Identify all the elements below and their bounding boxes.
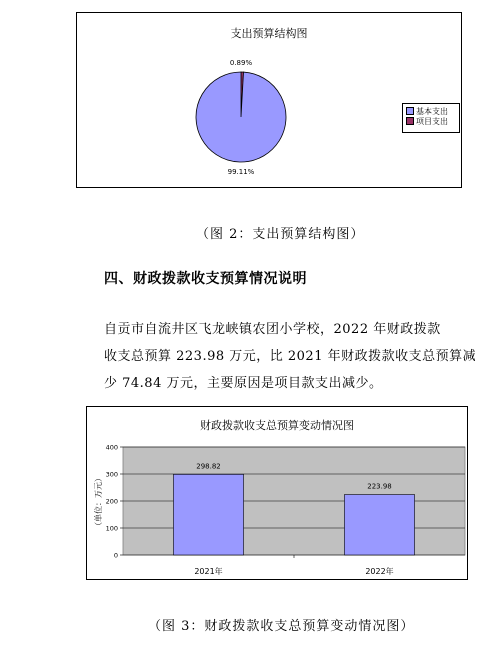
legend-item-project bbox=[406, 116, 456, 126]
figure-3-caption: （图 3：财政拨款收支总预算变动情况图） bbox=[148, 619, 415, 634]
figure-2-caption: （图 2：支出预算结构图） bbox=[196, 227, 365, 242]
y-tick-label: 200 bbox=[105, 497, 118, 506]
section-heading: 四、财政拨款收支预算情况说明 bbox=[104, 271, 307, 287]
legend-swatch-project bbox=[406, 117, 414, 125]
bar-chart bbox=[87, 407, 469, 581]
bar-chart-title: 财政拨款收支总预算变动情况图 bbox=[200, 419, 354, 432]
bar-data-label: 298.82 bbox=[196, 462, 221, 471]
pie-slice-basic bbox=[196, 72, 286, 162]
bar bbox=[344, 495, 414, 555]
legend-label-basic: 基本支出 bbox=[416, 106, 448, 116]
pie-label-project: 0.89% bbox=[229, 59, 253, 67]
budget-paragraph bbox=[104, 316, 477, 397]
pie-chart-title: 支出预算结构图 bbox=[230, 27, 308, 40]
y-tick-label: 300 bbox=[105, 470, 118, 479]
y-tick-label: 100 bbox=[105, 524, 118, 533]
paragraph-line-2: 收支总预算 223.98 万元，比 2021 年财政拨款收支总预算减 bbox=[104, 349, 477, 364]
paragraph-line-1: 自贡市自流井区飞龙峡镇农团小学校，2022 年财政拨款 bbox=[104, 322, 441, 337]
bar-data-label: 223.98 bbox=[367, 482, 392, 491]
legend-item-basic bbox=[406, 106, 456, 116]
y-tick-label: 400 bbox=[105, 443, 118, 452]
bar bbox=[173, 474, 243, 555]
x-category-label: 2022年 bbox=[365, 567, 394, 576]
pie-chart bbox=[77, 13, 463, 189]
pie-chart-frame bbox=[76, 12, 462, 188]
y-tick-label: 0 bbox=[113, 551, 118, 560]
x-category-label: 2021年 bbox=[194, 567, 223, 576]
bar-chart-frame bbox=[86, 406, 468, 580]
legend-swatch-basic bbox=[406, 107, 414, 115]
y-axis-label: （单位：万元） bbox=[94, 474, 103, 530]
pie-label-basic: 99.11% bbox=[227, 168, 255, 176]
paragraph-line-3: 少 74.84 万元，主要原因是项目款支出减少。 bbox=[104, 376, 383, 391]
pie-legend bbox=[402, 103, 460, 133]
legend-label-project: 项目支出 bbox=[416, 116, 448, 126]
